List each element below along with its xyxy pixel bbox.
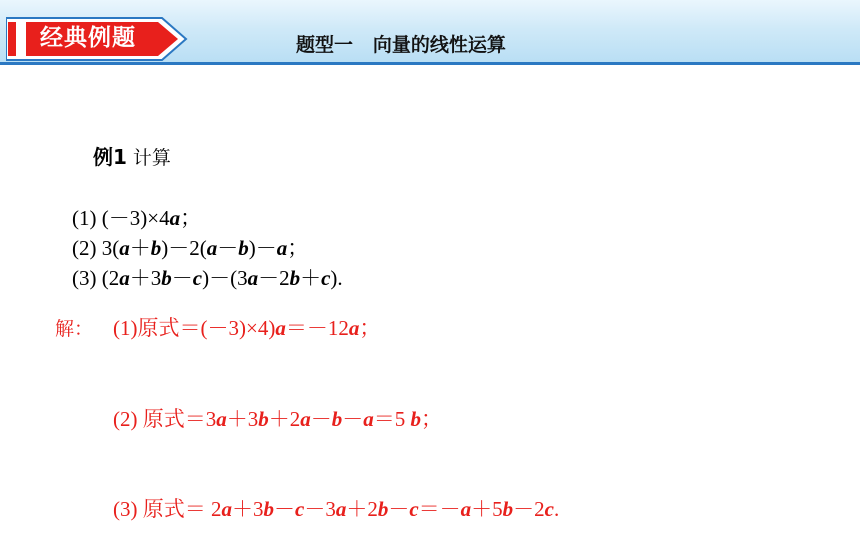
solution-item: (3) 原式＝ 2a＋3b－c－3a＋2b－c＝－a＋5b－2c. (113, 497, 560, 521)
example-block (72, 112, 343, 293)
example-item: (2) 3(a＋b)－2(a－b)－a； (72, 236, 309, 260)
solution-line-3 (34, 464, 559, 554)
example-heading (72, 112, 343, 203)
section-badge (6, 14, 192, 64)
solution-line-2 (34, 374, 559, 464)
example-item: (3) (2a＋3b－c)－(3a－2b＋c). (72, 266, 343, 290)
solution-line-1 (34, 283, 559, 374)
example-command: 计算 (132, 147, 171, 169)
solution-item: (2) 原式＝3a＋3b＋2a－b－a＝5 b； (113, 407, 442, 431)
page-title: 题型一 向量的线性运算 (296, 34, 506, 56)
solution-label: 解： (55, 318, 94, 340)
solution-item: (1)原式＝(－3)×4)a＝－12a； (113, 316, 381, 340)
example-item: (1) (－3)×4a； (72, 206, 202, 230)
solution-block (34, 283, 559, 554)
badge-label: 经典例题 (40, 25, 136, 51)
example-label: 例1 (93, 145, 127, 169)
